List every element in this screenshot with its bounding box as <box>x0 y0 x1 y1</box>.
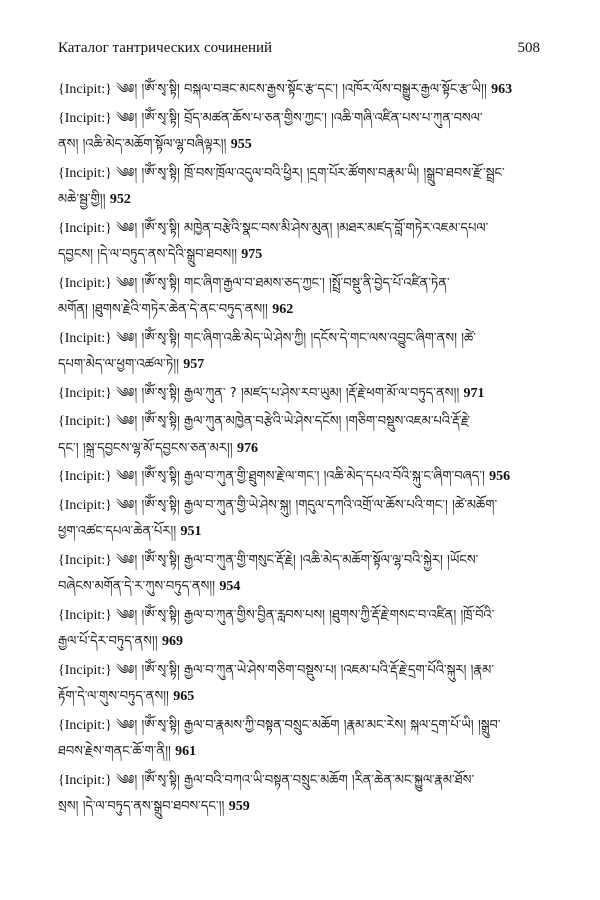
entry-continuation-line <box>58 186 546 213</box>
entry-first-line <box>58 408 546 435</box>
tibetan-incipit-continuation: དང་། །སྐྲ་དབྱངས་ལྷ་མོ་དབྱངས་ཅན་མར།། <box>58 440 233 456</box>
entry-number: 957 <box>183 357 205 372</box>
running-head <box>58 40 540 62</box>
incipit-entry <box>58 463 546 490</box>
incipit-entry <box>58 602 546 655</box>
entry-first-line <box>58 712 546 739</box>
entry-number: 965 <box>173 689 195 704</box>
entry-first-line <box>58 215 546 242</box>
running-title: Каталог тантрических сочинений <box>58 40 273 56</box>
entry-continuation-line <box>58 296 546 323</box>
entry-number: 976 <box>236 440 258 456</box>
entry-first-line <box>58 767 546 794</box>
tibetan-incipit-text: ༄༅། །ཨོཾ་སྭ་སྟི། གང་ཞིག་འཆི་མེད་ཡེ་ཤེས་ཀྱི། །དངོས་དེ་གང་ལས་འབྱུང་ཞིག་ནས། །ཚེ་ <box>116 330 476 346</box>
tibetan-incipit-text: ༄༅། །ཨོཾ་སྭ་སྟི། ཁྲོ་བས་ཁྲོལ་འདུལ་བའི་ཕྱིར། །དྲག་པོར་ཚོགས་བརྣམ་ཡི། །སྒྲུབ་ཐབས་རྫོ་སྦྲང་ <box>116 165 505 181</box>
incipit-label: {Incipit:} <box>58 275 112 291</box>
incipit-label: {Incipit:} <box>58 607 112 623</box>
entry-continuation-line <box>58 131 546 158</box>
entry-continuation-line <box>58 793 546 820</box>
incipit-entry <box>58 105 546 158</box>
entry-first-line <box>58 270 546 297</box>
entry-first-line <box>58 325 546 352</box>
tibetan-incipit-continuation: ཕྱག་འཚང་དཔལ་ཆེན་པོར།། <box>58 524 177 539</box>
entry-number: 975 <box>241 247 263 262</box>
entry-continuation-line <box>58 628 546 655</box>
tibetan-incipit-continuation: བཞེངས་མགོན་དེ་ར་ཀུས་བཏུད་ནས།། <box>58 579 216 594</box>
tibetan-incipit-continuation: དཔག་མེད་ལ་ཕྱག་འཚལ་ཏེ།། <box>58 357 179 372</box>
tibetan-incipit-continuation: མགོན། །ཐུགས་རྗེའི་གཏེར་ཆེན་དེ་ནང་བཏུད་ནས།། <box>58 302 268 317</box>
incipit-label: {Incipit:} <box>58 497 112 513</box>
incipit-entry <box>58 76 546 103</box>
incipit-entry <box>58 657 546 710</box>
incipit-label: {Incipit:} <box>58 469 112 484</box>
incipit-entry-list <box>58 76 546 822</box>
incipit-entry <box>58 215 546 268</box>
incipit-label: {Incipit:} <box>58 414 112 429</box>
entry-number: 951 <box>180 524 202 539</box>
entry-first-line <box>58 76 546 103</box>
entry-continuation-line <box>58 573 546 600</box>
incipit-label: {Incipit:} <box>58 662 112 678</box>
entry-number: 971 <box>463 385 485 401</box>
tibetan-incipit-text: ༄༅། །ཨོཾ་སྭ་སྟི། རྒྱལ་ཀུན་མཁྱེན་བརྩེའི་ཡེ་ཤེས་དངོས། །གཅིག་བསྡུས་འཇམ་པའི་རྡོ་རྗེ་ <box>116 414 471 429</box>
entry-first-line <box>58 160 546 187</box>
tibetan-incipit-text: ༄༅། །ཨོཾ་སྭ་སྟི། རྒྱལ་བ་ཀུན་གྱི་ཐྲུགས་རྗེ་ལ་གང་། །འཆི་མེད་དཔའ་བོའི་སྐུ་ང་ཞིག་བཞད་། <box>116 469 485 484</box>
entry-number: 954 <box>219 579 241 594</box>
tibetan-incipit-text: ༄༅། །ཨོཾ་སྭ་སྟི། རྒྱལ་ཀུན་ ? །མཛད་པ་ཤེས་རབ་ཡུམ། །རྡོ་རྗེ་ཕག་མོ་ལ་བཏུད་ནས།། <box>116 385 460 401</box>
tibetan-incipit-continuation: ཐབས་རྗེས་གནང་ཆོ་ག་ནི།། <box>58 744 171 759</box>
entry-number: 969 <box>161 634 183 649</box>
entry-continuation-line <box>58 351 546 378</box>
tibetan-incipit-text: ༄༅། །ཨོཾ་སྭ་སྟི། རྒྱལ་བ་རྣམས་ཀྱི་བསྟན་བསྲུང་མཆོག །རྣམ་མང་རེས། སྐལ་དྲག་པོ་ཡི། །སྒྲུབ་ <box>116 717 501 733</box>
tibetan-incipit-continuation: རྟོག་དེ་ལ་གུས་བཏུད་ནས།། <box>58 689 169 704</box>
incipit-entry <box>58 380 546 407</box>
incipit-entry <box>58 712 546 765</box>
entry-continuation-line <box>58 738 546 765</box>
entry-first-line <box>58 657 546 684</box>
page-number: 508 <box>517 40 540 56</box>
incipit-label: {Incipit:} <box>58 165 112 181</box>
tibetan-incipit-text: ༄༅། །ཨོཾ་སྭ་སྟི། རྒྱལ་བའི་བཀའ་ཡི་བསྟན་བསྲུང་མཆོག །རིན་ཆེན་མང་སྐྱུལ་རྣམ་ཐོས་ <box>116 772 475 788</box>
tibetan-incipit-text: ༄༅། །ཨོཾ་སྭ་སྟི། བྲོད་མཚན་ཆོས་པ་ཅན་གྱིས་ཀྱང་། །འཆི་གཞི་འཛིན་པས་པ་ཀུན་བསལ་ <box>116 110 483 126</box>
entry-number: 962 <box>272 302 294 317</box>
tibetan-incipit-text: ༄༅། །ཨོཾ་སྭ་སྟི། རྒྱལ་བ་ཀུན་གྱི་གསུང་རྡོ་རྗེ། །འཆི་མེད་མཆོག་སྟོལ་ལྷ་བའི་སྐྱེར། །ཡོངས་ <box>116 552 479 568</box>
entry-continuation-line <box>58 683 546 710</box>
incipit-entry <box>58 270 546 323</box>
entry-first-line <box>58 492 546 519</box>
entry-number: 952 <box>109 192 131 207</box>
entry-first-line <box>58 602 546 629</box>
incipit-label: {Incipit:} <box>58 82 112 97</box>
incipit-label: {Incipit:} <box>58 385 112 401</box>
incipit-label: {Incipit:} <box>58 220 112 236</box>
entry-number: 956 <box>489 469 511 484</box>
entry-first-line <box>58 463 546 490</box>
tibetan-incipit-text: ༄༅། །ཨོཾ་སྭ་སྟི། རྒྱལ་བ་ཀུན་གྱི་ཡེ་ཤེས་སྐུ། །གདུལ་དཀའི་འགྲོ་ལ་ཆོས་པའི་གང་། །ཚེ་མཆོག་ <box>116 497 498 513</box>
entry-first-line <box>58 380 546 407</box>
tibetan-incipit-text: ༄༅། །ཨོཾ་སྭ་སྟི། གང་ཞིག་རྒྱལ་བ་ཐམས་ཅད་ཀྱང་། །སྤྲོ་བསྡུ་ནི་བྱེད་པོ་འཛིན་ཏེན་ <box>116 275 450 291</box>
tibetan-incipit-continuation: མཆེ་སྦྱ་གྱི།། <box>58 192 106 207</box>
tibetan-incipit-continuation: སྲས། །དེ་ལ་བཏུད་ནས་སྒྲུབ་ཐབས་དང་།། <box>58 799 225 814</box>
incipit-entry <box>58 492 546 545</box>
entry-number: 959 <box>228 799 250 814</box>
incipit-entry <box>58 325 546 378</box>
tibetan-incipit-text: ༄༅། །ཨོཾ་སྭ་སྟི། རྒྱལ་བ་ཀུན་གྱིས་བྱིན་རླབས་པས། །ཐུགས་ཀྱི་རྡོ་རྗེ་གསང་བ་འཛིན། །ཁྲོ་བོའི་ <box>116 607 495 623</box>
entry-number: 963 <box>491 82 513 97</box>
tibetan-incipit-text: ༄༅། །ཨོཾ་སྭ་སྟི། རྒྱལ་བ་ཀུན་ཡེ་ཤེས་གཅིག་བསྡུས་པ། །འཇམ་པའི་རྡོ་རྗེ་དྲག་པོའི་སྐུར། །རྣམ་ <box>116 662 494 678</box>
incipit-label: {Incipit:} <box>58 110 112 126</box>
incipit-label: {Incipit:} <box>58 330 112 346</box>
entry-first-line <box>58 105 546 132</box>
tibetan-incipit-text: ༄༅། །ཨོཾ་སྭ་སྟི། བསྐལ་བཟང་མངས་རྒྱས་སྟོང་རྩ་དང་། །འཁོར་ལོས་བསྒྱུར་རྒྱལ་སྟོང་རྩ་ཡི།། <box>116 82 487 97</box>
entry-continuation-line <box>58 435 546 462</box>
incipit-label: {Incipit:} <box>58 717 112 733</box>
tibetan-incipit-continuation: ནས། །འཆི་མེད་མཆོག་སྟོལ་ལྷ་བཞིལྟར།། <box>58 137 227 152</box>
entry-number: 961 <box>175 744 197 759</box>
incipit-label: {Incipit:} <box>58 552 112 568</box>
entry-continuation-line <box>58 241 546 268</box>
entry-number: 955 <box>230 137 252 152</box>
incipit-entry <box>58 160 546 213</box>
incipit-entry <box>58 408 546 461</box>
incipit-label: {Incipit:} <box>58 772 112 788</box>
entry-continuation-line <box>58 518 546 545</box>
tibetan-incipit-continuation: རྒྱལ་པོ་དེར་བཏུད་ནས།། <box>58 634 158 649</box>
incipit-entry <box>58 767 546 820</box>
tibetan-incipit-continuation: དབྱངས། །དེ་ལ་བཏུད་ནས་དེའི་སྒྲུབ་ཐབས།། <box>58 247 237 262</box>
incipit-entry <box>58 547 546 600</box>
tibetan-incipit-text: ༄༅། །ཨོཾ་སྭ་སྟི། མཁྱེན་བརྩེའི་སྣང་བས་མི་ཤེས་མུན། །མཐར་མཛད་བློ་གཏེར་འཇམ་དཔལ་ <box>116 220 489 236</box>
entry-first-line <box>58 547 546 574</box>
